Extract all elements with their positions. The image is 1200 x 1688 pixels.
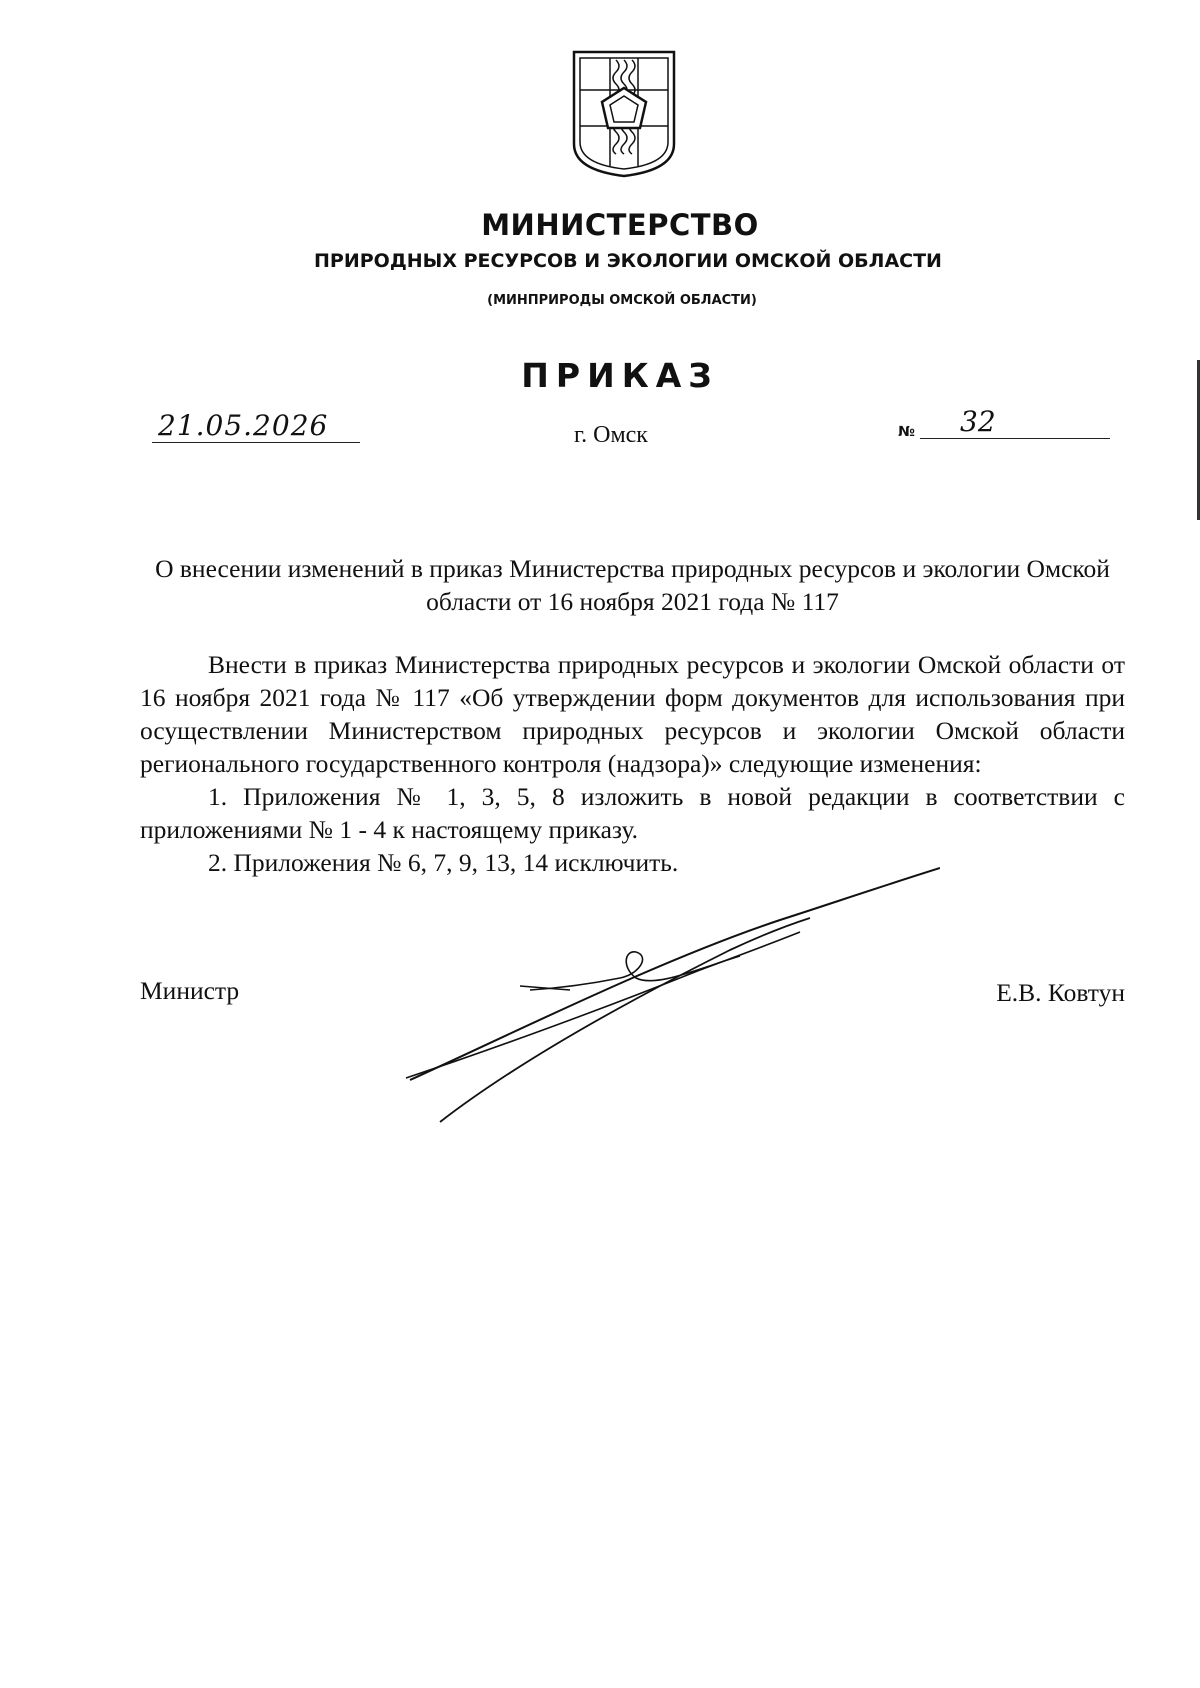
order-number-sign: № xyxy=(898,424,915,440)
ministry-subtitle: ПРИРОДНЫХ РЕСУРСОВ И ЭКОЛОГИИ ОМСКОЙ ОБЛАСТИ xyxy=(314,250,942,272)
signatory-role: Министр xyxy=(140,976,240,1005)
order-body xyxy=(140,648,1125,879)
body-paragraph: 1. Приложения № 1, 3, 5, 8 изложить в новой редакции в соответствии с приложениями № 1 - 4 к настоящему приказу. xyxy=(140,782,1125,844)
signatory-name: Е.В. Ковтун xyxy=(996,978,1125,1007)
handwritten-signature xyxy=(400,860,940,1130)
body-paragraph: Внести в приказ Министерства природных ресурсов и экологии Омской области от 16 ноября 2021 года № 117 «Об утверждении форм документов для использования при осуществлении Министерством природных ресурсов и экологии Омской области регионального государственного контроля (надзора)» следующие изменения: xyxy=(140,650,1125,778)
body-paragraph: 2. Приложения № 6, 7, 9, 13, 14 исключить. xyxy=(208,848,679,877)
ministry-title: МИНИСТЕРСТВО xyxy=(481,208,759,242)
order-title: ПРИКАЗ xyxy=(521,356,719,395)
order-city: г. Омск xyxy=(574,422,648,448)
coat-of-arms-icon xyxy=(570,48,678,180)
order-subject: О внесении изменений в приказ Министерства природных ресурсов и экологии Омской области от 16 ноября 2021 года № 117 xyxy=(155,554,1110,616)
order-date: 21.05.2026 xyxy=(152,410,360,443)
ministry-abbreviation: (МИНПРИРОДЫ ОМСКОЙ ОБЛАСТИ) xyxy=(487,293,757,308)
order-number: 32 xyxy=(920,406,1110,439)
